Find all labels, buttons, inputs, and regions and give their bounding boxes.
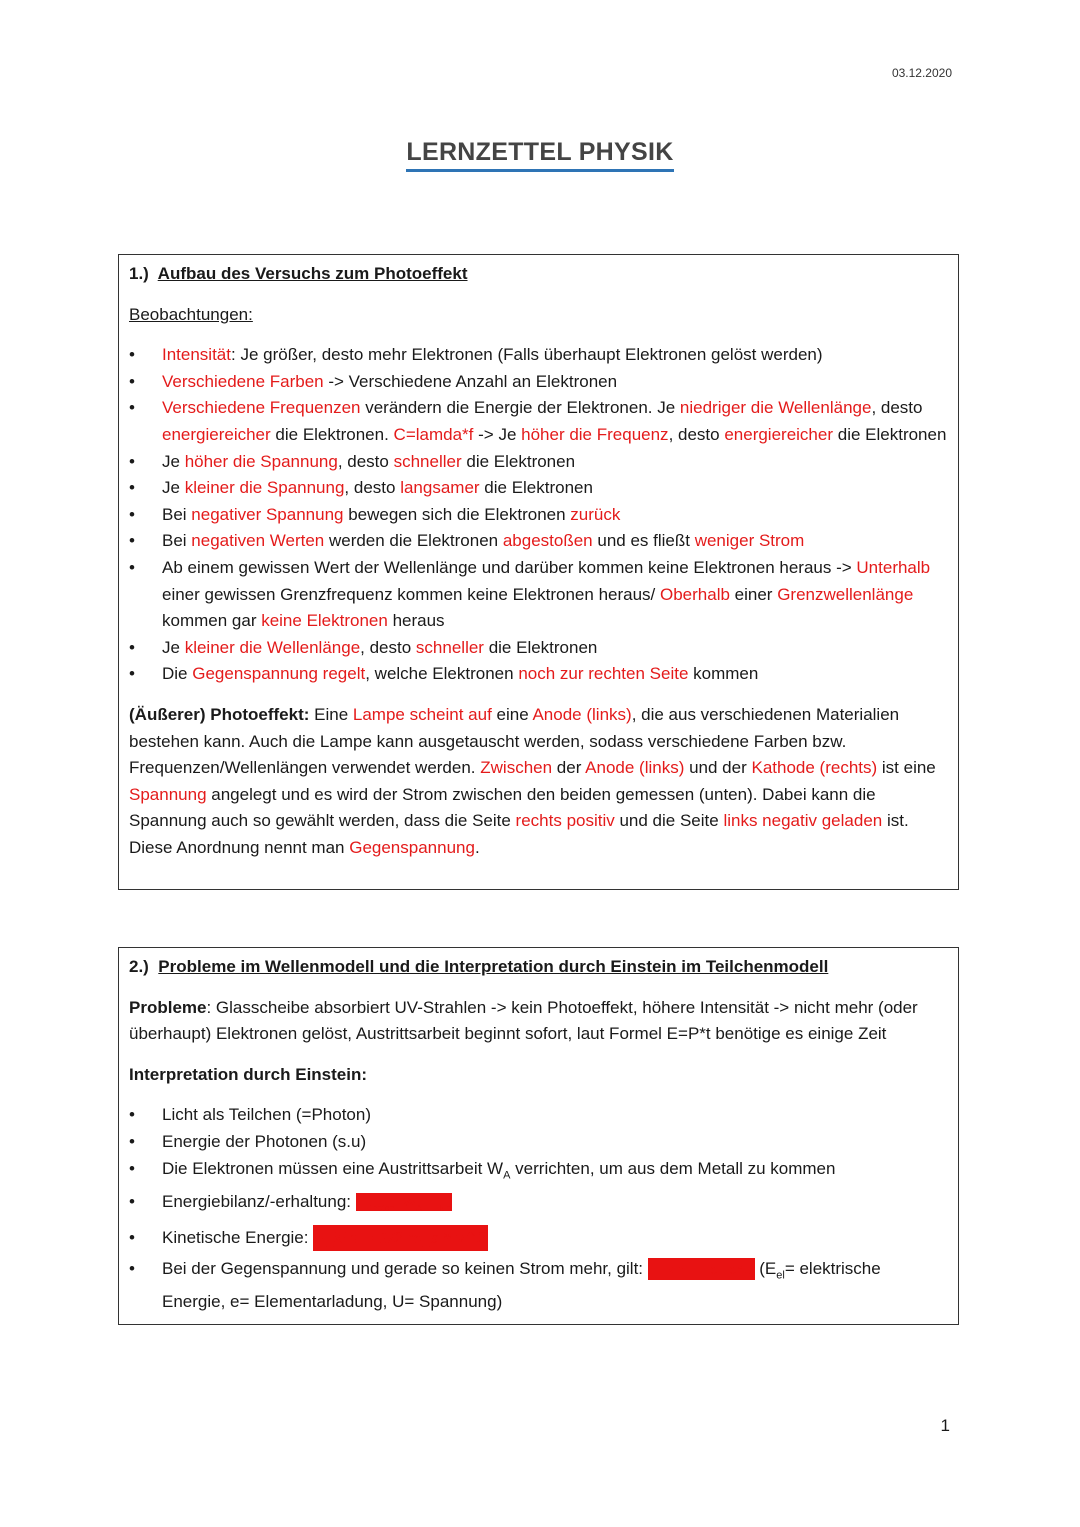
list-item	[129, 369, 948, 396]
page-number: 1	[940, 1416, 950, 1435]
highlighted-text: schneller	[415, 637, 484, 657]
text-run: , welche Elektronen	[365, 664, 519, 684]
highlighted-text: energiereicher	[724, 424, 834, 444]
text-run: die Elektronen	[461, 451, 576, 471]
highlighted-text: kleiner die Spannung	[184, 478, 345, 498]
highlighted-text: höher die Frequenz	[521, 424, 669, 444]
text-run: , desto	[668, 424, 725, 444]
highlighted-text: keine Elektronen	[261, 611, 388, 631]
list-item	[129, 395, 948, 448]
text-run: die Elektronen	[479, 478, 593, 498]
text-run: kommen gar	[162, 611, 262, 631]
text-run: , die aus verschiedenen Materialien bestehen kann. Auch die Lampe kann ausgetauscht werden, sodass verschiedene Farben bzw. Frequenzen/Wellenlängen verwendet werden.	[129, 704, 900, 778]
text-run: , desto	[360, 637, 416, 657]
list-item: • Energiebilanz/-erhaltung: $E_{Photon}=W_A+E_{kin}$	[129, 1189, 948, 1221]
text-run: der	[552, 758, 586, 778]
list-item	[129, 528, 948, 555]
highlighted-text: negativen Werten	[191, 531, 325, 551]
kinetic-energy-formula: E_kin = 1/2 m_e * v^2	[313, 1225, 488, 1251]
text-run: -> Verschiedene Anzahl an Elektronen	[323, 371, 618, 391]
highlighted-text: Unterhalb	[856, 557, 931, 577]
list-item	[129, 342, 948, 369]
text-run: angelegt und es wird der Strom zwischen den beiden gemessen (unten). Dabei kann die Spannung auch so gewählt werden, dass die Seite	[129, 784, 876, 831]
text-run: Bei	[162, 531, 192, 551]
text-run: werden die Elektronen	[324, 531, 503, 551]
text-run: Je	[162, 451, 185, 471]
highlighted-text: Spannung	[129, 784, 207, 804]
text-run: eine	[491, 704, 533, 724]
highlighted-text: Kathode (rechts)	[751, 758, 878, 778]
section-photoeffekt-setup	[118, 254, 959, 890]
problems-paragraph: Probleme: Glasscheibe absorbiert UV-Strahlen -> kein Photoeffekt, höhere Intensität -> nicht mehr (oder überhaupt) Elektronen gelöst, Austrittsarbeit beginnt sofort, laut Formel E=P*t benötige es einige Zeit	[129, 997, 918, 1044]
text-run: und es fließt	[592, 531, 695, 551]
text-run: ist. Diese Anordnung nennt man	[129, 811, 909, 857]
highlighted-text: schneller	[393, 451, 462, 471]
text-run: einer	[729, 584, 778, 604]
list-item: • Die Elektronen müssen eine Austrittsarbeit $W_A$ verrichten, um aus dem Metall zu kommen	[129, 1156, 948, 1189]
list-item: • Bei der Gegenspannung und gerade so keinen Strom mehr, gilt: E_kin=E_el=e*U ($E_{el}=$ elektrische Energie, e= Elementarladung, U= Spannung)	[129, 1256, 948, 1316]
list-item	[129, 635, 948, 662]
highlighted-text: kleiner die Wellenlänge	[184, 637, 361, 657]
text-run: Die	[162, 664, 193, 684]
section-einstein-interpretation	[118, 947, 959, 1325]
text-run: einer gewissen Grenzfrequenz kommen keine Elektronen heraus/	[162, 584, 660, 604]
list-item: • Licht als Teilchen (=Photon)	[129, 1102, 948, 1129]
text-run: verändern die Energie der Elektronen. Je	[360, 398, 680, 418]
energy-balance-formula: $E_{Photon}=W_A+E_{kin}$	[356, 1193, 452, 1213]
list-item	[129, 449, 948, 476]
highlighted-text: Zwischen	[480, 758, 553, 778]
highlighted-text: Oberhalb	[660, 584, 730, 604]
observations-label: Beobachtungen:	[129, 304, 253, 324]
highlighted-text: zurück	[570, 504, 621, 524]
list-item	[129, 555, 948, 635]
text-run: -> Je	[473, 424, 522, 444]
text-run: , desto	[344, 478, 401, 498]
highlighted-text: abgestoßen	[502, 531, 593, 551]
text-run: Je	[162, 637, 185, 657]
text-run: die Elektronen	[833, 424, 947, 444]
highlighted-text: noch zur rechten Seite	[518, 664, 689, 684]
highlighted-text: rechts positiv	[515, 811, 615, 831]
highlighted-text: Gegenspannung regelt	[192, 664, 366, 684]
text-run: und der	[684, 758, 752, 778]
highlighted-text: negativer Spannung	[191, 504, 344, 524]
highlighted-text: Grenzwellenlänge	[777, 584, 914, 604]
section-heading: 2.) Probleme im Wellenmodell und die Interpretation durch Einstein im Teilchenmodell	[129, 957, 829, 976]
highlighted-text: Gegenspannung	[349, 837, 475, 857]
text-run: Je	[162, 478, 185, 498]
text-run: Bei	[162, 504, 192, 524]
list-item: • Energie der Photonen (s.u)	[129, 1129, 948, 1156]
text-run: die Elektronen.	[270, 424, 394, 444]
interpretation-label: Interpretation durch Einstein:	[129, 1064, 368, 1084]
highlighted-text: energiereicher	[162, 424, 271, 444]
highlighted-text: Anode (links)	[585, 758, 685, 778]
text-run: , desto	[337, 451, 394, 471]
highlighted-text: weniger Strom	[694, 531, 805, 551]
photoeffekt-paragraph: (Äußerer) Photoeffekt: Eine Lampe scheint auf eine Anode (links), die aus verschiedenen Materialien bestehen kann. Auch die Lampe kann ausgetauscht werden, sodass verschiedene Farben bzw. Frequenzen/Wellenlängen verwendet werden. Zwischen der Anode (links) und der Kathode (rechts) ist eine Spannung angelegt und es wird der Strom zwischen den beiden gemessen (unten). Dabei kann die Spannung auch so gewählt werden, dass die Seite rechts positiv und die Seite links negativ geladen ist. Diese Anordnung nennt man Gegenspannung.	[129, 704, 936, 857]
highlighted-text: C=lamda*f	[393, 424, 474, 444]
highlighted-text: niedriger die Wellenlänge	[679, 398, 872, 418]
text-run: heraus	[387, 611, 445, 631]
text-run: ist eine	[877, 758, 936, 778]
list-item	[129, 475, 948, 502]
text-run: kommen	[688, 664, 759, 684]
text-run: die Elektronen	[483, 637, 598, 657]
text-run: Eine	[309, 704, 353, 724]
highlighted-text: Anode (links)	[532, 704, 632, 724]
highlighted-text: Verschiedene Frequenzen	[162, 398, 361, 418]
date: 03.12.2020	[891, 66, 952, 80]
highlighted-text: Intensität	[162, 345, 231, 365]
list-item	[129, 502, 948, 529]
text-run: , desto	[871, 398, 923, 418]
counter-voltage-formula: E_kin=E_el=e*U	[648, 1258, 755, 1280]
highlighted-text: Verschiedene Farben	[162, 371, 324, 391]
text-run: bewegen sich die Elektronen	[343, 504, 571, 524]
interpretation-list	[129, 1102, 948, 1315]
text-run: .	[474, 837, 480, 857]
list-item: • Kinetische Energie: E_kin = 1/2 m_e * v^2	[129, 1225, 948, 1252]
text-run: : Je größer, desto mehr Elektronen (Falls überhaupt Elektronen gelöst werden)	[231, 345, 823, 365]
highlighted-text: Lampe scheint auf	[352, 704, 492, 724]
page-title: LERNZETTEL PHYSIK	[0, 138, 1080, 172]
highlighted-text: höher die Spannung	[184, 451, 338, 471]
list-item	[129, 661, 948, 688]
section-heading: 1.) Aufbau des Versuchs zum Photoeffekt	[129, 264, 468, 283]
highlighted-text: langsamer	[400, 478, 480, 498]
text-run: und die Seite	[614, 811, 724, 831]
text-run: Ab einem gewissen Wert der Wellenlänge und darüber kommen keine Elektronen heraus ->	[162, 557, 857, 577]
highlighted-text: links negativ geladen	[723, 811, 883, 831]
observations-list	[129, 342, 948, 688]
